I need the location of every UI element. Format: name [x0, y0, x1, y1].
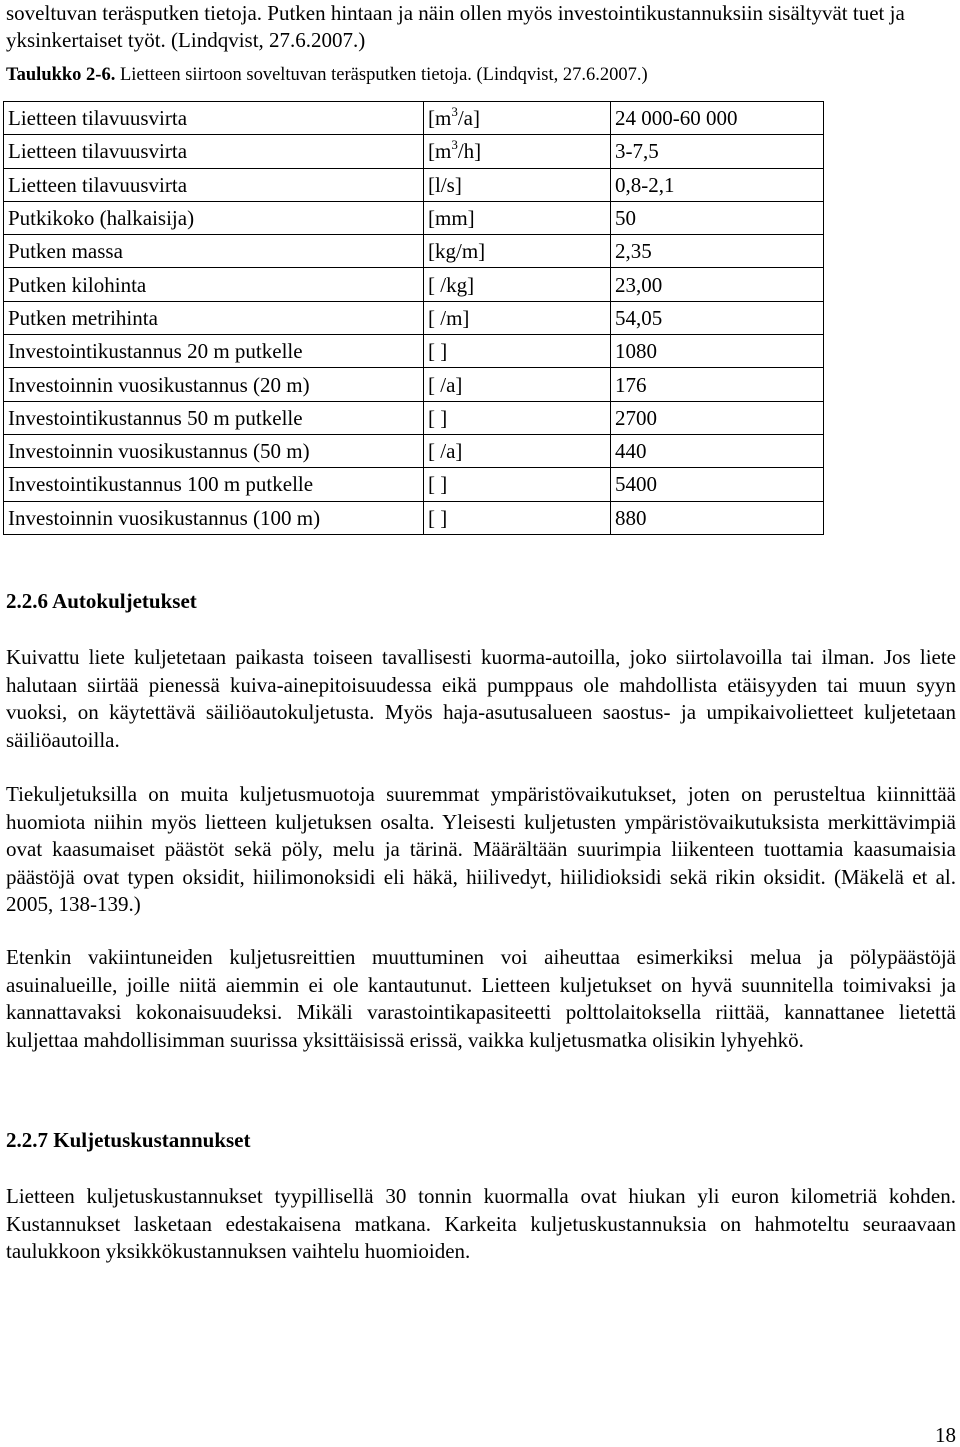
value-cell: 176	[611, 368, 824, 401]
table-row	[4, 268, 824, 301]
table-row	[4, 368, 824, 401]
paragraph-227-1: Lietteen kuljetuskustannukset tyypillisellä 30 tonnin kuormalla ovat hiukan yli euron kilometriä kohden. Kustannukset lasketaan edestakaisena matkana. Karkeita kuljetuskustannuksia on hahmoteltu seuraavaan taulukkoon yksikkökustannuksen vaihtelu huomioiden.	[6, 1184, 956, 1263]
parameter-cell: Investoinnin vuosikustannus (100 m)	[4, 501, 424, 534]
table-caption-label: Taulukko 2-6.	[6, 65, 116, 85]
parameter-cell: Investointikustannus 100 m putkelle	[4, 468, 424, 501]
table-row	[4, 201, 824, 234]
value-cell: 1080	[611, 335, 824, 368]
value-cell: 440	[611, 434, 824, 467]
unit-cell	[424, 301, 611, 334]
unit-text: [m	[428, 139, 452, 164]
unit-text: [m	[428, 106, 452, 131]
value-cell: 2700	[611, 401, 824, 434]
parameter-cell: Putkikoko (halkaisija)	[4, 201, 424, 234]
unit-cell	[424, 168, 611, 201]
unit-text: [ ]	[428, 405, 448, 430]
table-row	[4, 335, 824, 368]
table-row	[4, 102, 824, 135]
unit-cell	[424, 201, 611, 234]
paragraph-226-3: Etenkin vakiintuneiden kuljetusreittien muuttuminen voi aiheuttaa esimerkiksi melua ja pölypäästöjä asuinalueille, joille niitä aiemmin ei ole kantautunut. Lietteen kuljetukset on hyvä suunnitella toimivaksi ja kannattavaksi kokonaisuudeksi. Mikäli varastointikapasiteetti polttolaitoksella riittää, kannattanee lietettä kuljettaa mahdollisimman suurissa yksittäisissä erissä, vaikka kuljetusmatka olisikin lyhyehkö.	[6, 945, 956, 1052]
section-heading-226: 2.2.6 Autokuljetukset	[6, 589, 197, 613]
parameter-cell: Investointikustannus 20 m putkelle	[4, 335, 424, 368]
parameter-cell: Putken massa	[4, 235, 424, 268]
unit-cell	[424, 468, 611, 501]
pipe-data-table	[3, 101, 824, 535]
unit-cell	[424, 102, 611, 135]
unit-cell	[424, 335, 611, 368]
table-row	[4, 168, 824, 201]
value-cell: 2,35	[611, 235, 824, 268]
unit-superscript: 3	[451, 137, 458, 153]
parameter-cell: Investoinnin vuosikustannus (20 m)	[4, 368, 424, 401]
value-cell: 0,8-2,1	[611, 168, 824, 201]
unit-cell	[424, 501, 611, 534]
parameter-cell: Lietteen tilavuusvirta	[4, 135, 424, 168]
table-row	[4, 501, 824, 534]
value-cell: 23,00	[611, 268, 824, 301]
parameter-cell: Putken metrihinta	[4, 301, 424, 334]
unit-cell	[424, 401, 611, 434]
parameter-cell: Lietteen tilavuusvirta	[4, 102, 424, 135]
paragraph-226-1: Kuivattu liete kuljetetaan paikasta toiseen tavallisesti kuorma-autoilla, joko siirtolavoilla tai ilman. Jos liete halutaan siirtää pienessä kuiva-ainepitoisuudessa eikä pumppaus ole mahdollista etäisyyden tai muun syyn vuoksi, on käytettävä säiliöautokuljetusta. Myös haja-asutusalueen saostus- ja umpikaivolietteet kuljetetaan säiliöautoilla.	[6, 645, 956, 752]
section-heading-227: 2.2.7 Kuljetuskustannukset	[6, 1128, 251, 1152]
unit-cell	[424, 434, 611, 467]
unit-cell	[424, 268, 611, 301]
parameter-cell: Lietteen tilavuusvirta	[4, 168, 424, 201]
unit-text: [ /a]	[428, 372, 463, 397]
unit-cell	[424, 135, 611, 168]
unit-text: [ /a]	[428, 439, 463, 464]
table-row	[4, 468, 824, 501]
unit-text: [kg/m]	[428, 239, 486, 264]
unit-text-suffix: /a]	[457, 106, 480, 131]
unit-text: [ ]	[428, 505, 448, 530]
page-number: 18	[935, 1423, 956, 1447]
unit-text: [ /kg]	[428, 272, 475, 297]
parameter-cell: Putken kilohinta	[4, 268, 424, 301]
intro-paragraph: soveltuvan teräsputken tietoja. Putken hintaan ja näin ollen myös investointikustannuksiin sisältyvät tuet ja yksinkertaiset työt. (Lindqvist, 27.6.2007.)	[6, 1, 905, 52]
unit-text: [ ]	[428, 472, 448, 497]
unit-cell	[424, 368, 611, 401]
table-row	[4, 301, 824, 334]
unit-text: [ ]	[428, 339, 448, 364]
parameter-cell: Investoinnin vuosikustannus (50 m)	[4, 434, 424, 467]
table-caption-text: Lietteen siirtoon soveltuvan teräsputken tietoja. (Lindqvist, 27.6.2007.)	[115, 65, 648, 85]
unit-text-suffix: /h]	[457, 139, 482, 164]
table-row	[4, 235, 824, 268]
unit-text: [ /m]	[428, 305, 470, 330]
table-row	[4, 401, 824, 434]
table-caption	[6, 63, 956, 87]
unit-text: [l/s]	[428, 172, 462, 197]
unit-cell	[424, 235, 611, 268]
paragraph-226-2: Tiekuljetuksilla on muita kuljetusmuotoja suuremmat ympäristövaikutukset, joten on perusteltua kiinnittää huomiota niihin myös lietteen kuljetuksen osalta. Yleisesti kuljetusten ympäristövaikutuksista merkittävimpiä ovat kaasumaiset päästöt sekä pöly, melu ja tärinä. Määrältään suurimpia liikenteen tuottamia kaasumaisia päästöjä ovat typen oksidit, hiilimonoksidi eli häkä, hiilivedyt, hiilidioksidi sekä rikin oksidit. (Mäkelä et al. 2005, 138-139.)	[6, 782, 956, 916]
parameter-cell: Investointikustannus 50 m putkelle	[4, 401, 424, 434]
table-row	[4, 135, 824, 168]
unit-superscript: 3	[451, 104, 458, 120]
table-row	[4, 434, 824, 467]
value-cell: 54,05	[611, 301, 824, 334]
value-cell: 24 000-60 000	[611, 102, 824, 135]
value-cell: 880	[611, 501, 824, 534]
value-cell: 5400	[611, 468, 824, 501]
value-cell: 50	[611, 201, 824, 234]
value-cell: 3-7,5	[611, 135, 824, 168]
unit-text: [mm]	[428, 206, 475, 231]
